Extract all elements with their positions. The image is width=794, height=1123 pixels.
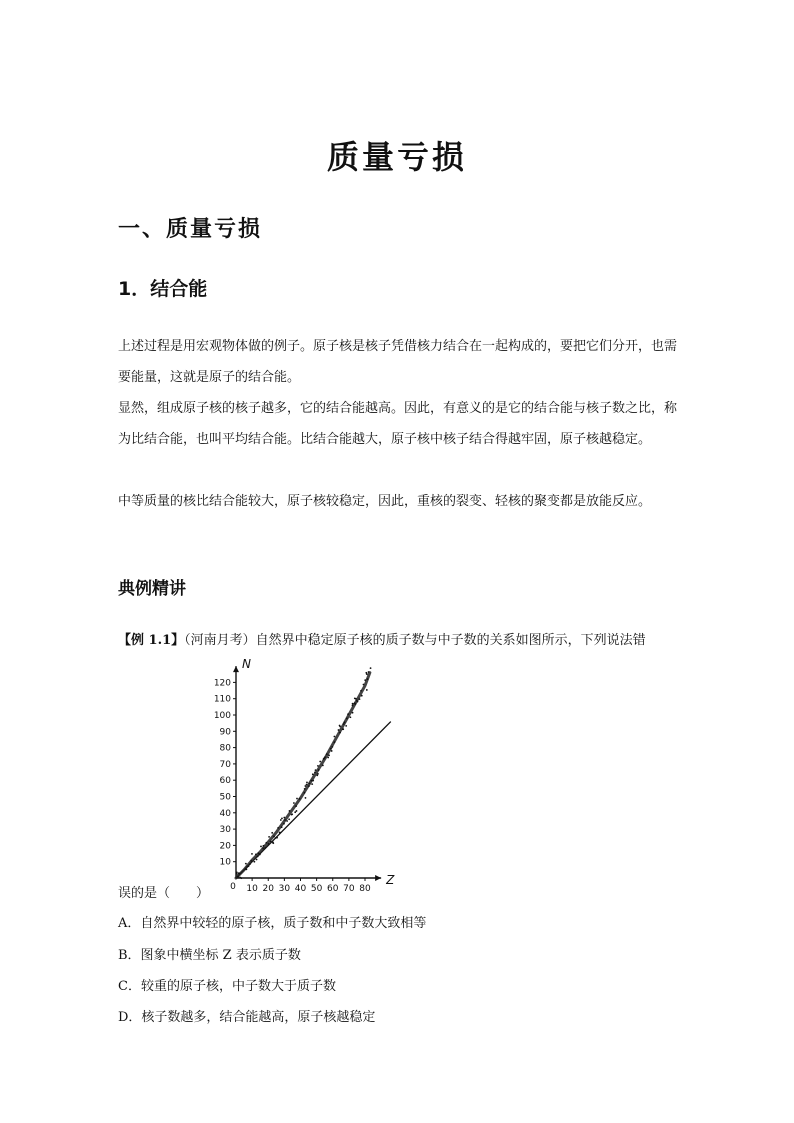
- option-b[interactable]: B．图象中横坐标 Z 表示质子数: [118, 948, 301, 963]
- example-text: （河南月考）自然界中稳定原子核的质子数与中子数的关系如图所示，下列说法错: [184, 633, 646, 648]
- data-point: [272, 842, 274, 844]
- question-stem-end: 误的是（ ）: [118, 886, 210, 901]
- data-point: [364, 679, 366, 681]
- data-point: [338, 729, 340, 731]
- x-tick-label: 40: [294, 884, 307, 894]
- data-point: [366, 673, 368, 675]
- data-point: [352, 703, 354, 705]
- y-tick-label: 30: [219, 825, 231, 836]
- data-point: [360, 690, 362, 692]
- data-point: [315, 769, 317, 771]
- data-point: [312, 773, 314, 775]
- data-point: [309, 783, 311, 785]
- data-point: [306, 782, 308, 784]
- data-point: [247, 866, 249, 868]
- data-point: [270, 841, 272, 843]
- y-tick-label: 40: [219, 808, 231, 819]
- data-point: [283, 817, 285, 819]
- page-title: 质量亏损: [326, 138, 467, 176]
- data-point: [345, 725, 347, 727]
- data-point: [281, 818, 283, 820]
- data-point: [361, 695, 363, 697]
- data-point: [333, 736, 335, 738]
- x-tick-label: 70: [343, 884, 355, 894]
- data-point: [318, 769, 320, 771]
- data-point: [279, 832, 281, 834]
- data-point: [319, 761, 321, 763]
- y-tick-label: 50: [219, 792, 231, 803]
- stability-chart: [214, 656, 414, 896]
- data-point: [249, 863, 251, 865]
- y-tick-label: 80: [219, 743, 231, 754]
- x-tick-label: 10: [246, 884, 258, 894]
- data-point: [240, 877, 242, 879]
- data-point: [363, 684, 365, 686]
- data-point: [257, 856, 259, 858]
- data-point: [288, 818, 290, 820]
- example-question: [118, 629, 688, 648]
- x-axis-arrow: [375, 875, 381, 881]
- data-point: [357, 701, 359, 703]
- data-point: [314, 771, 316, 773]
- data-point: [262, 847, 264, 849]
- data-point: [268, 836, 270, 838]
- data-point: [296, 810, 298, 812]
- data-point: [344, 721, 346, 723]
- data-point: [310, 780, 312, 782]
- data-point: [253, 861, 255, 863]
- data-point: [259, 853, 261, 855]
- data-point: [334, 741, 336, 743]
- data-point: [311, 783, 313, 785]
- data-point: [276, 837, 278, 839]
- data-point: [268, 843, 270, 845]
- data-point: [322, 765, 324, 767]
- data-point: [370, 667, 372, 669]
- origin-label: 0: [230, 882, 236, 892]
- data-point: [245, 868, 247, 870]
- paragraph-2: 显然，组成原子核的核子越多，它的结合能越高。因此，有意义的是它的结合能与核子数之比，称为比结合能，也叫平均结合能。比结合能越大，原子核中核子结合得越牢固，原子核越稳定。: [118, 401, 678, 447]
- data-point: [317, 773, 319, 775]
- data-point: [359, 698, 361, 700]
- data-point: [304, 785, 306, 787]
- data-point: [271, 832, 273, 834]
- data-point: [317, 765, 319, 767]
- data-point: [273, 836, 275, 838]
- y-tick-label: 100: [214, 711, 231, 721]
- y-tick-label: 120: [214, 678, 231, 689]
- data-point: [331, 750, 333, 752]
- data-point: [295, 805, 297, 807]
- data-point: [299, 798, 301, 800]
- data-point: [355, 698, 357, 700]
- data-point: [352, 705, 354, 707]
- data-point: [289, 810, 291, 812]
- y-axis-label: N: [242, 657, 251, 672]
- data-point: [306, 784, 308, 786]
- data-point: [368, 671, 370, 673]
- y-axis-arrow: [233, 666, 239, 672]
- data-point: [328, 754, 330, 756]
- data-point: [366, 689, 368, 691]
- y-tick-label: 20: [219, 841, 231, 852]
- paragraph-1: 上述过程是用宏观物体做的例子。原子核是核子凭借核力结合在一起构成的，要把它们分开，也需要能量，这就是原子的结合能。: [118, 339, 678, 385]
- data-point: [347, 713, 349, 715]
- data-point: [284, 819, 286, 821]
- data-point: [275, 837, 277, 839]
- data-point: [354, 703, 356, 705]
- data-point: [236, 873, 238, 875]
- data-point: [281, 826, 283, 828]
- data-point: [304, 788, 306, 790]
- examples-heading: 典例精讲: [118, 579, 186, 599]
- data-point: [237, 876, 239, 878]
- stability-band: [236, 673, 370, 878]
- data-point: [256, 859, 258, 861]
- data-point: [326, 753, 328, 755]
- data-point: [250, 860, 252, 862]
- data-point: [291, 813, 293, 815]
- data-point: [367, 678, 369, 680]
- data-point: [323, 757, 325, 759]
- y-tick-label: 70: [219, 759, 231, 770]
- y-tick-label: 10: [219, 857, 231, 868]
- data-point: [260, 846, 262, 848]
- data-point: [331, 746, 333, 748]
- option-a[interactable]: A．自然界中较轻的原子核，质子数和中子数大致相等: [118, 916, 427, 931]
- x-tick-label: 80: [359, 884, 371, 894]
- data-point: [245, 863, 247, 865]
- x-axis-label: Z: [386, 873, 395, 887]
- x-tick-label: 50: [310, 884, 323, 894]
- data-point: [327, 757, 329, 759]
- data-point: [349, 716, 351, 718]
- data-point: [308, 785, 310, 787]
- data-point: [304, 792, 306, 794]
- example-tag: 【例 1.1】: [118, 633, 185, 648]
- data-point: [342, 728, 344, 730]
- data-point: [339, 732, 341, 734]
- data-point: [330, 748, 332, 750]
- y-tick-label: 110: [214, 694, 231, 705]
- option-d[interactable]: D．核子数越多，结合能越高，原子核越稳定: [118, 1010, 376, 1025]
- x-tick-label: 20: [262, 884, 274, 894]
- x-tick-label: 30: [278, 884, 291, 894]
- data-point: [339, 726, 341, 728]
- data-point: [294, 811, 296, 813]
- data-point: [352, 712, 354, 714]
- data-point: [263, 845, 265, 847]
- data-point: [251, 853, 253, 855]
- data-point: [343, 723, 345, 725]
- data-point: [305, 797, 307, 799]
- data-point: [255, 853, 257, 855]
- x-tick-label: 60: [327, 884, 339, 894]
- data-point: [265, 842, 267, 844]
- data-point: [312, 780, 314, 782]
- data-point: [283, 823, 285, 825]
- paragraph-3: 中等质量的核比结合能较大，原子核较稳定，因此，重核的裂变、轻核的聚变都是放能反应。: [118, 494, 652, 509]
- data-point: [280, 819, 282, 821]
- section-heading: 一、质量亏损: [118, 216, 263, 242]
- subsection-heading: 1．结合能: [118, 278, 208, 300]
- data-point: [296, 798, 298, 800]
- data-point: [264, 847, 266, 849]
- data-point: [293, 802, 295, 804]
- data-point: [286, 820, 288, 822]
- data-point: [346, 718, 348, 720]
- option-c[interactable]: C．较重的原子核，中子数大于质子数: [118, 979, 336, 994]
- y-tick-label: 60: [219, 776, 231, 787]
- data-point: [277, 827, 279, 829]
- y-tick-label: 90: [219, 727, 231, 738]
- data-point: [239, 873, 241, 875]
